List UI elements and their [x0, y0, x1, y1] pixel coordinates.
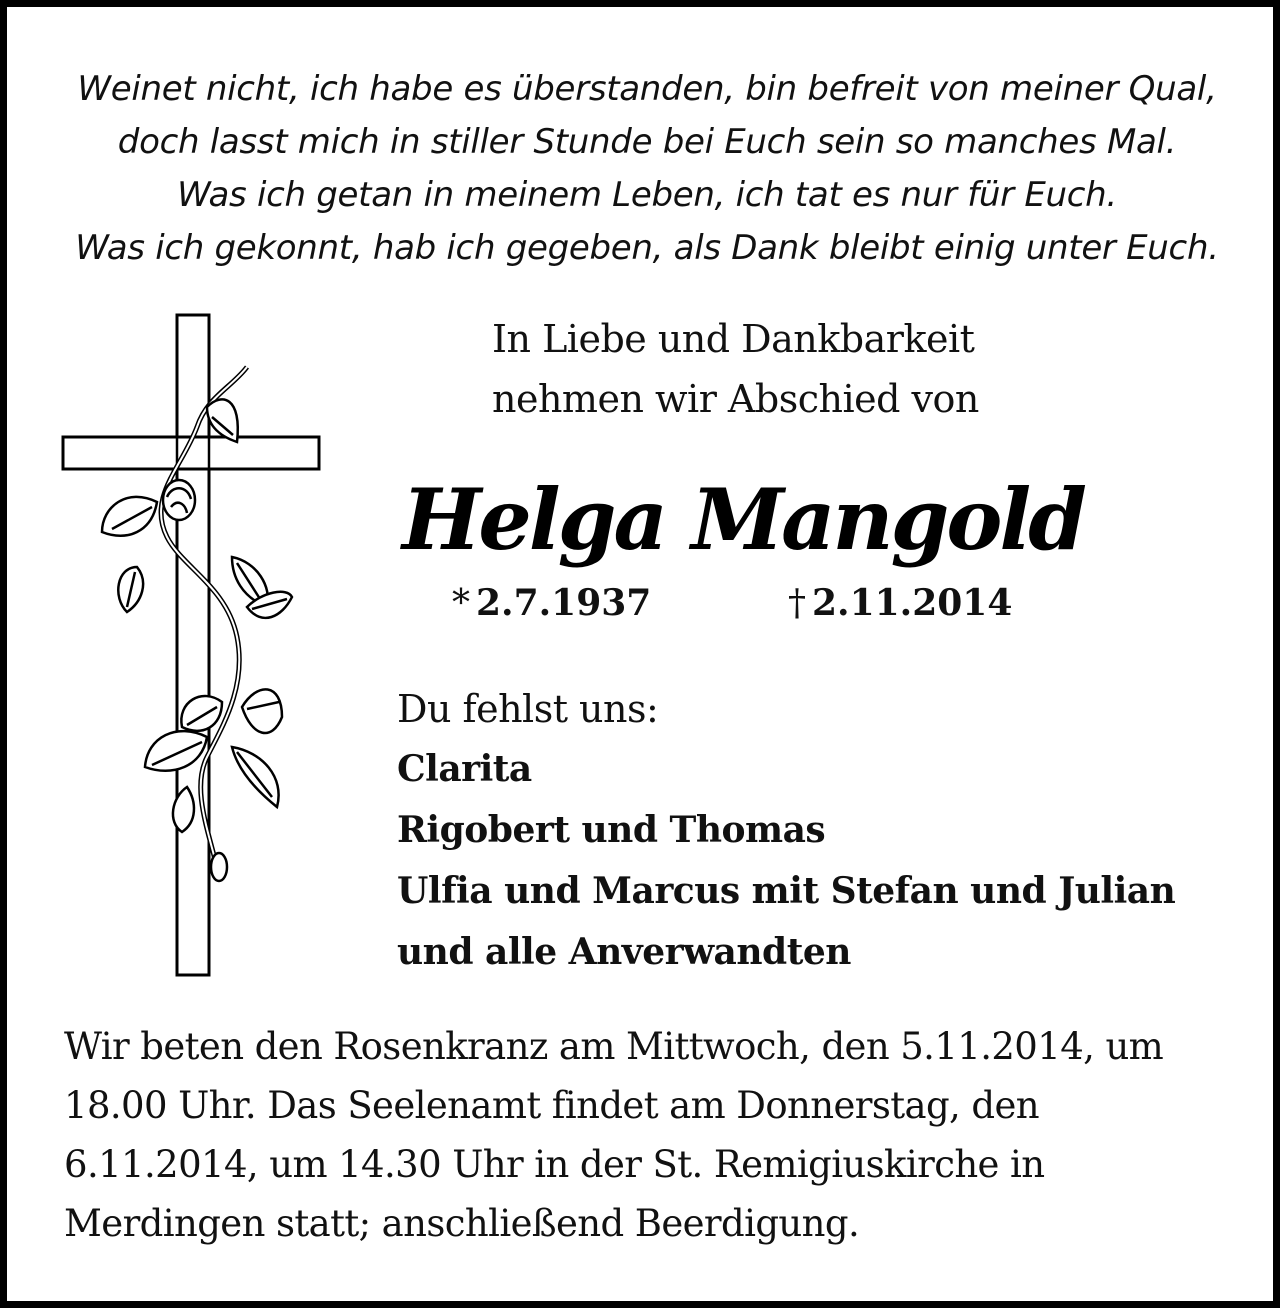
service-line: Wir beten den Rosenkranz am Mittwoch, den 5.11.2014, um — [64, 1025, 1164, 1068]
survivor-line: Ulfia und Marcus mit Stefan und Julian — [397, 870, 1176, 912]
intro-line: nehmen wir Abschied von — [492, 377, 979, 421]
survivor-line: und alle Anverwandten — [397, 931, 851, 973]
survivors-list — [397, 679, 1175, 983]
intro-text — [492, 309, 979, 429]
death-cross-icon: † — [788, 583, 806, 624]
deceased-name: Helga Mangold — [402, 470, 1085, 569]
poem-line: doch lasst mich in stiller Stunde bei Euch sein so manches Mal. — [117, 122, 1177, 162]
birth-date-block — [452, 582, 651, 624]
birth-date: 2.7.1937 — [476, 582, 652, 624]
life-dates — [452, 582, 1072, 642]
poem-line: Was ich gekonnt, hab ich gegeben, als Dank bleibt einig unter Euch. — [75, 228, 1219, 268]
intro-line: In Liebe und Dankbarkeit — [492, 317, 975, 361]
service-info — [64, 1017, 1254, 1253]
poem-line: Weinet nicht, ich habe es überstanden, bin befreit von meiner Qual, — [77, 69, 1217, 109]
survivor-line: Rigobert und Thomas — [397, 809, 826, 851]
service-line: 18.00 Uhr. Das Seelenamt findet am Donnerstag, den — [64, 1084, 1039, 1127]
survivors-intro: Du fehlst uns: — [397, 687, 659, 731]
poem-line: Was ich getan in meinem Leben, ich tat es nur für Euch. — [177, 175, 1117, 215]
memorial-poem — [47, 63, 1247, 275]
survivor-line: Clarita — [397, 748, 532, 790]
death-date-block — [788, 582, 1012, 624]
service-line: 6.11.2014, um 14.30 Uhr in der St. Remigiuskirche in — [64, 1143, 1045, 1186]
birth-star-icon: * — [452, 583, 470, 624]
service-line: Merdingen statt; anschließend Beerdigung. — [64, 1202, 860, 1245]
death-date: 2.11.2014 — [812, 582, 1013, 624]
cross-with-rose-icon — [57, 307, 327, 987]
